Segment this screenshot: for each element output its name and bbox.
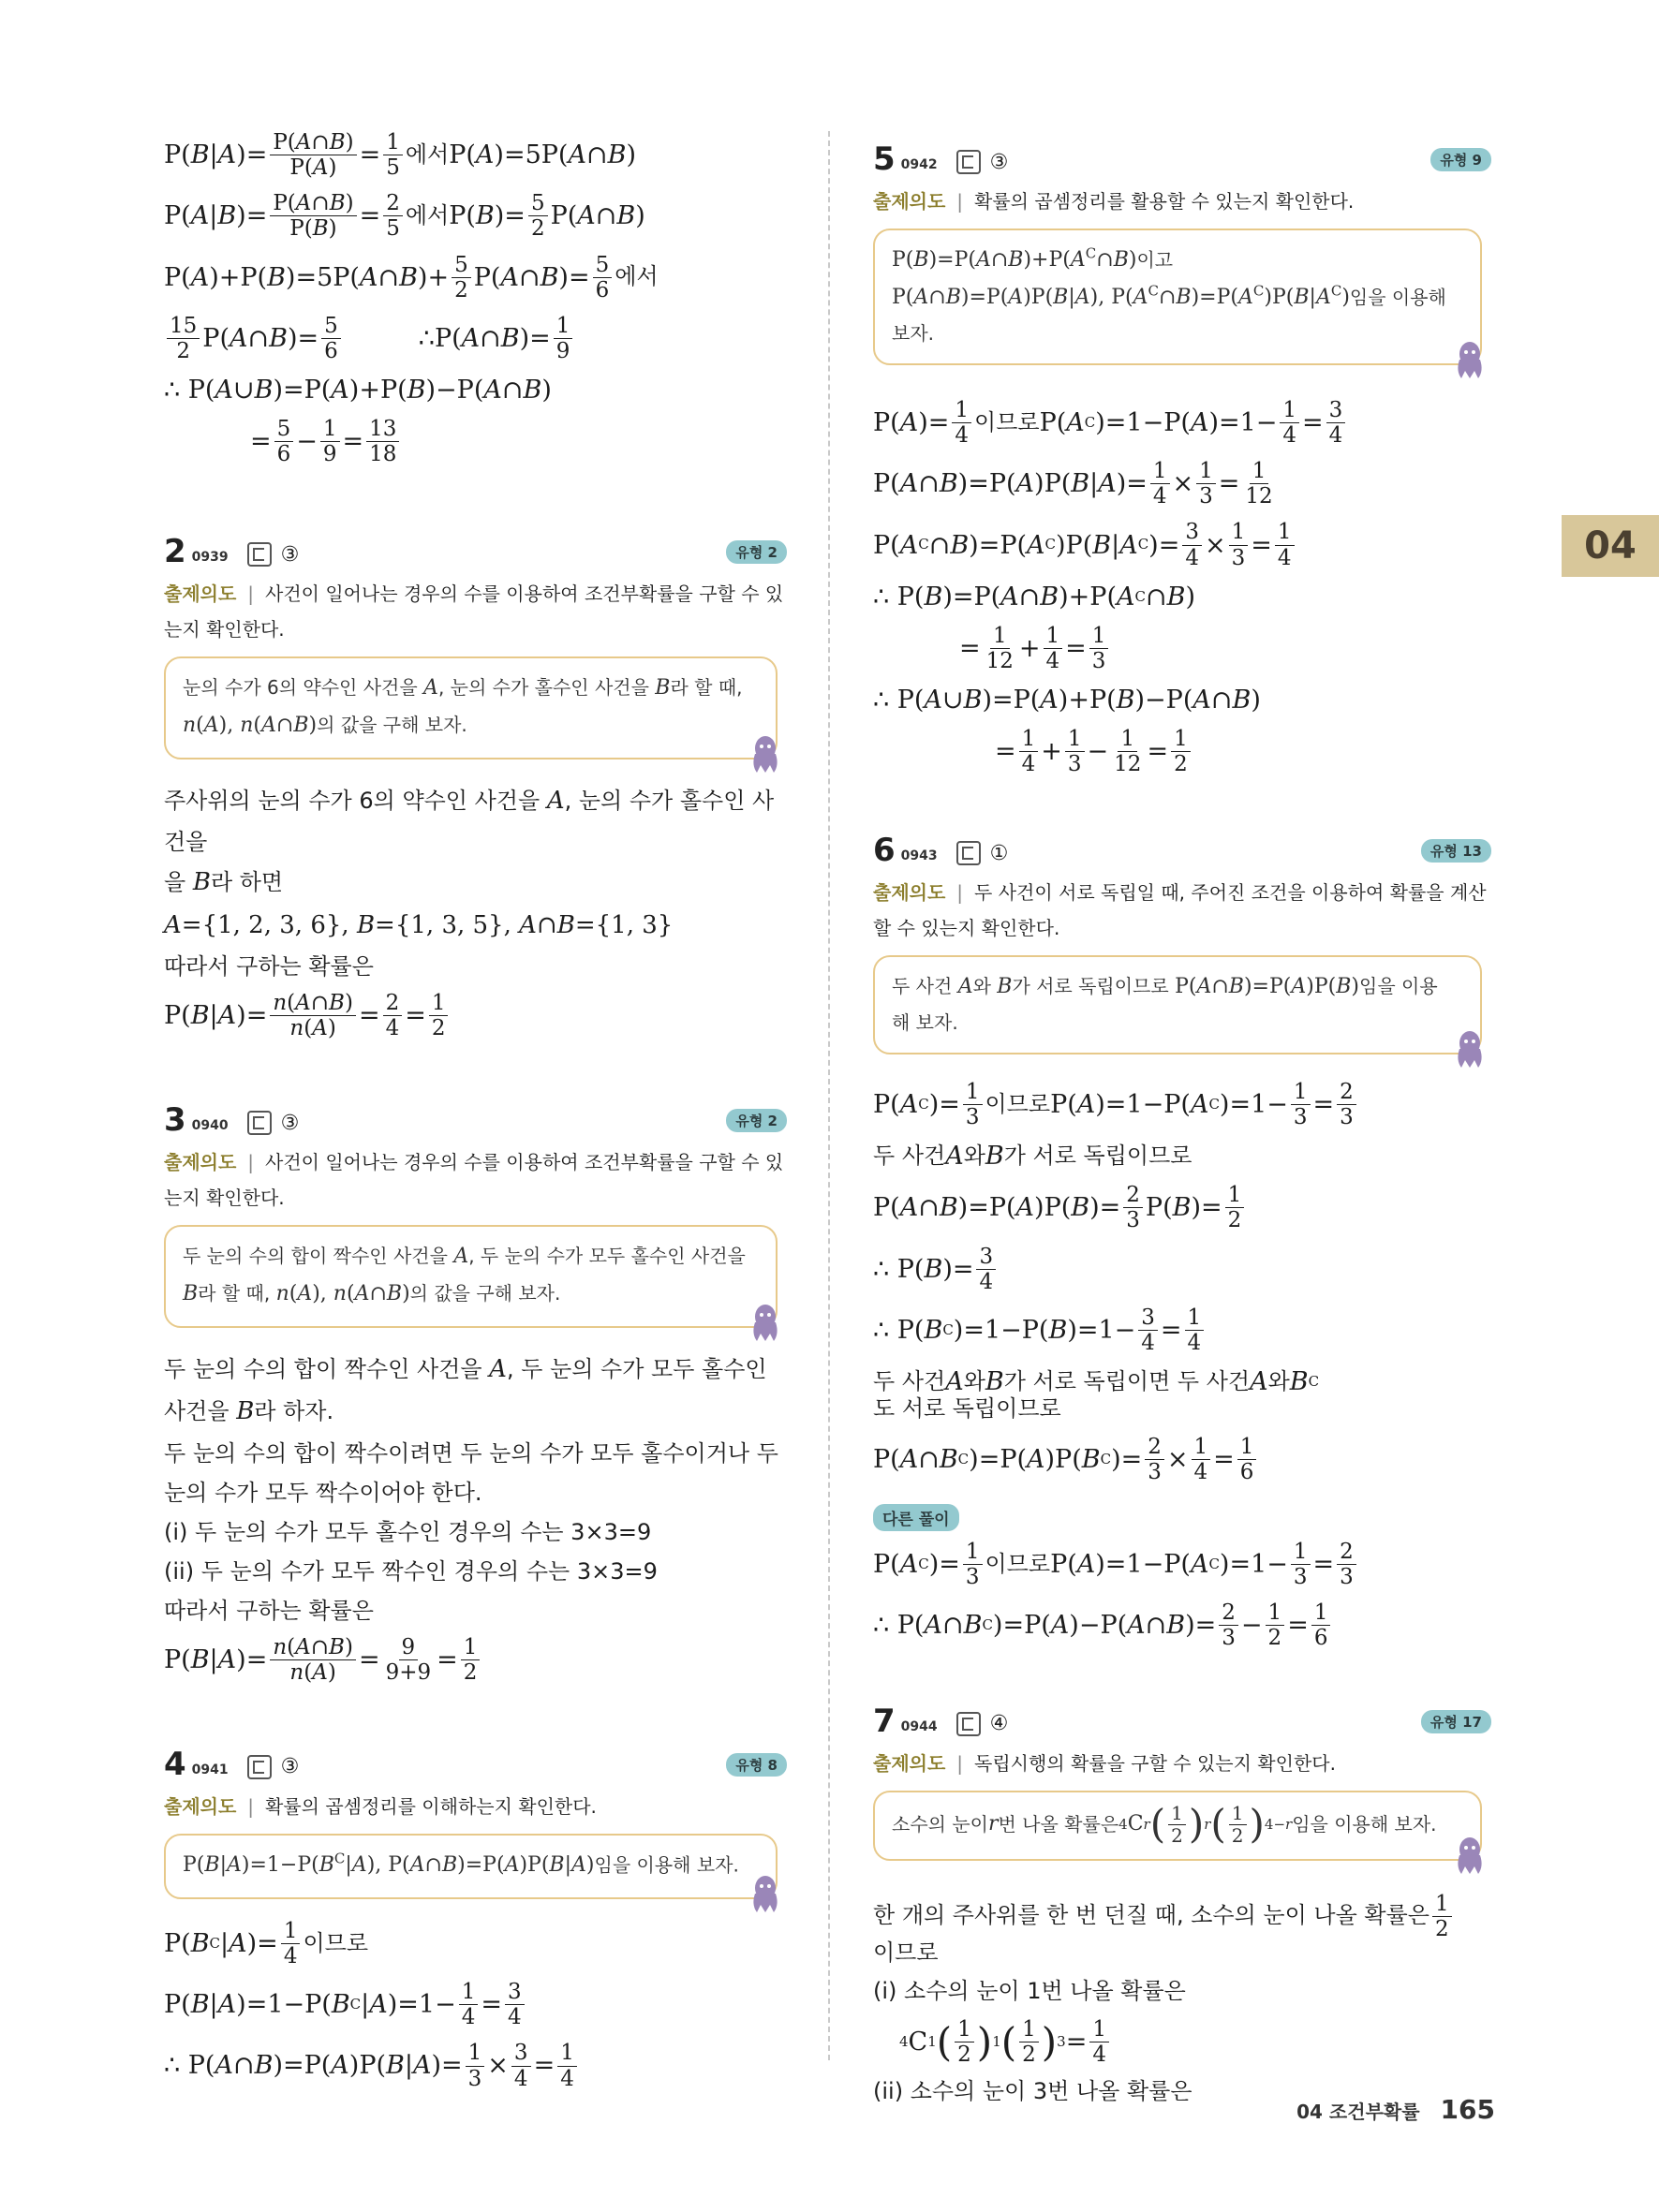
intent-line [164, 1789, 787, 1824]
mascot-icon [749, 1302, 781, 1343]
alt-solution-badge: 다른 풀이 [873, 1504, 959, 1531]
problem-7 [873, 1703, 1491, 2105]
text: 이므로 [985, 1090, 1051, 1117]
problem-number: 3 [164, 1101, 186, 1140]
problem-number: 4 [164, 1745, 186, 1783]
separator: | [956, 1751, 964, 1775]
case-text: (i) 소수의 눈이 1번 나올 확률은 [873, 1978, 1186, 2005]
text: 따라서 구하는 확률은 [164, 953, 374, 981]
hint-text: 의 값을 구해 보자. [317, 714, 467, 737]
text: 와 [963, 1142, 985, 1169]
intent-label: 출제의도 [873, 881, 946, 905]
problem-header [873, 140, 1491, 178]
intent-line [873, 875, 1491, 946]
therefore-symbol: ∴ [418, 323, 435, 353]
equation: ∴ P( A ∩ B )=P( A )P( B | A )= 1 3 × 3 4 = 1 4 [164, 2042, 787, 2089]
intent-text: 독립시행의 확률을 구할 수 있는지 확인한다. [974, 1751, 1336, 1775]
hint-text: 라 할 때, [670, 676, 743, 700]
text: 가 서로 독립이면 두 사건 [1003, 1367, 1251, 1394]
equation: P( B | A )=1−P( B C | A )=1− 1 4 = 3 4 [164, 1981, 787, 2028]
answer-icon [956, 841, 981, 865]
answer-value: ① [989, 841, 1009, 865]
problem-number: 6 [873, 832, 896, 870]
problem-5 [873, 140, 1491, 775]
hint-box: $P(B|A)=1-P(B^C|A)$, P(A∩B)=P(A)P(B|A)임을 이용해 보자. [164, 1834, 778, 1899]
equation: P( A ∩ B C )=P( A )P( B C )= 2 3 × 1 4 = 1 6 [873, 1436, 1491, 1483]
answer-icon [247, 1111, 272, 1135]
equation: P( A | B )= P(A∩B) P(B) = 2 5 에서 P( B )= 5 2 P( A ∩ B ) [164, 191, 645, 242]
problem-number: 2 [164, 533, 186, 571]
column-divider [828, 131, 830, 2060]
hint-text: 와 [972, 975, 998, 998]
separator: | [956, 881, 964, 905]
intent-label: 출제의도 [164, 1794, 237, 1818]
problem-header [164, 1746, 787, 1783]
hint-text: 번 나올 확률은 [998, 1813, 1119, 1836]
problem-4 [164, 1746, 787, 2090]
text: 라 하면 [210, 869, 284, 896]
intent-line [873, 1746, 1491, 1781]
text: 도 서로 독립이므로 [873, 1395, 1061, 1423]
answer-value: ③ [280, 1755, 300, 1779]
intent-label: 출제의도 [164, 582, 237, 606]
page-number: 165 [1440, 2094, 1495, 2125]
hint-text: 임을 이용해 보자. [594, 1853, 739, 1877]
text: 에서 [615, 263, 659, 290]
hint-box: $P(B)=P(A\cap B)+P(A^C\cap B)$이고 P(A∩B)=P(A)P(B|A), $P(A^C\cap B)=P(A^C)P(B|A^C)$임을 이용해 보자. [873, 229, 1482, 365]
equation: P( B C | A )= 1 4 이므로 [164, 1918, 369, 1969]
problem-header [164, 1101, 787, 1139]
equation: 15 2 P( A ∩ B )= 5 6 ∴ P( A ∩ B )= 1 9 [164, 315, 787, 362]
text: 두 눈의 수의 합이 짝수인 사건을 [164, 1355, 490, 1382]
equation: P( A ∩ B )=P( A )P( B | A )= 1 4 × 1 3 = 1 12 [873, 459, 1273, 509]
intent-text: 확률의 곱셈정리를 이해하는지 확인한다. [265, 1794, 597, 1818]
equation: 4 C 1 ( 1 2 ) 1 ( 1 2 ) 3 = 1 4 [873, 2018, 1491, 2066]
hint-text: 두 사건 [892, 975, 958, 998]
text: 따라서 구하는 확률은 [164, 1597, 374, 1624]
separator: | [247, 582, 255, 606]
page-footer [1296, 2094, 1495, 2125]
problem-6 [873, 832, 1491, 1649]
answer-value: ③ [280, 1111, 300, 1135]
intent-line [873, 184, 1491, 219]
mascot-icon [749, 733, 781, 774]
text: 주사위의 눈의 수가 6의 약수인 사건을 [164, 787, 547, 814]
problem-3 [164, 1101, 787, 1683]
right-column [873, 140, 1491, 2171]
text: 두 눈의 수의 합이 짝수이려면 두 눈의 수가 모두 홀수이거나 두 눈의 수가 모두 짝수이어야 한다. [164, 1439, 778, 1506]
equation: P( A C ∩ B )=P( A C )P( B | A C )= 3 4 × 1 3 = 1 4 [873, 521, 1491, 568]
text: , 두 눈의 수가 모두 홀수인 사건을 [164, 1355, 767, 1425]
text: 이므로 [974, 408, 1040, 435]
problem-code: 0939 [191, 550, 229, 566]
separator: | [247, 1151, 255, 1174]
equation: 두 사건 A 와 B 가 서로 독립이면 두 사건 A 와 B C 도 서로 독립이므로 [873, 1367, 1320, 1423]
mascot-icon [1454, 1028, 1486, 1069]
footer-chapter: 04 조건부확률 [1296, 2101, 1420, 2123]
answer-value: ③ [989, 150, 1009, 174]
type-badge[interactable]: 유형 8 [726, 1753, 787, 1777]
intent-label: 출제의도 [164, 1151, 237, 1174]
equation: ∴ P( A ∪ B )=P( A )+P( B )−P( A ∩ B ) [873, 686, 1261, 715]
separator: | [247, 1794, 255, 1818]
hint-text: 가 서로 독립이므로 [1012, 975, 1176, 998]
intent-line [164, 1144, 787, 1216]
intent-text: 사건이 일어나는 경우의 수를 이용하여 조건부확률을 구할 수 있는지 확인한다. [164, 582, 784, 641]
answer-value: ③ [280, 542, 300, 567]
text: 이므로 [985, 1550, 1051, 1577]
mascot-icon [1454, 1835, 1486, 1876]
mascot-icon [749, 1873, 781, 1914]
problem-code: 0940 [191, 1118, 229, 1134]
solution-text: 주사위의 눈의 수가 6의 약수인 사건을 A, 눈의 수가 홀수인 사건을 을 B라 하면 A={1, 2, 3, 6}, B={1, 3, 5}, A∩B={1, 3} 따라서 구하는 확률은 [164, 786, 775, 981]
hint-box: 소수의 눈이 r 번 나올 확률은 4 C r ( 1 2 ) r ( 1 2 ) 4−r 임을 이용해 보자. [873, 1791, 1482, 1861]
equation: = 5 6 − 1 9 = 13 18 [164, 418, 787, 465]
equation: 한 개의 주사위를 한 번 던질 때, 소수의 눈이 나올 확률은 1 2 이므로 [873, 1893, 1491, 1967]
case-text: (ii) 두 눈의 수가 모두 짝수인 경우의 수는 3×3=9 [164, 1557, 658, 1585]
problem-code: 0943 [900, 848, 938, 864]
case-text: (i) 두 눈의 수가 모두 홀수인 경우의 수는 3×3=9 [164, 1518, 652, 1545]
hint-text: 소수의 눈이 [892, 1813, 988, 1836]
problem-1-continuation [164, 131, 787, 465]
text: 와 [1267, 1367, 1290, 1394]
equation: P( B | A )= n(A∩B) n(A) = 2 4 = 1 2 [164, 992, 787, 1040]
case-text: (ii) 소수의 눈이 3번 나올 확률은 [873, 2078, 1192, 2105]
problem-2 [164, 533, 787, 1040]
type-badge[interactable]: 유형 2 [726, 540, 787, 564]
problem-header [873, 832, 1491, 869]
intent-text: 두 사건이 서로 독립일 때, 주어진 조건을 이용하여 확률을 계산할 수 있는지 확인한다. [873, 881, 1487, 940]
left-column [164, 131, 787, 2156]
text: , 눈의 수가 홀수인 사건을 [164, 787, 775, 856]
hint-box: 눈의 수가 6의 약수인 사건을 A, 눈의 수가 홀수인 사건을 B라 할 때, n(A), n(A∩B)의 값을 구해 보자. [164, 656, 778, 759]
text: 에서 [405, 202, 450, 229]
text: 두 사건 [873, 1367, 946, 1394]
equation: 두 사건 A 와 B 가 서로 독립이므로 [873, 1142, 1192, 1172]
equation: = 1 12 + 1 4 = 1 3 [873, 625, 1491, 672]
equation: P( A C )= 1 3 이므로 P( A )=1−P( A C )=1− 1 3 = 2 3 [873, 1081, 1491, 1128]
problem-code: 0944 [900, 1718, 938, 1734]
problem-number: 7 [873, 1702, 896, 1740]
answer-value: ④ [989, 1712, 1009, 1736]
problem-header [164, 533, 787, 570]
answer-icon [247, 1755, 272, 1779]
solution-text: 두 눈의 수의 합이 짝수인 사건을 A, 두 눈의 수가 모두 홀수인 사건을 B라 하자. 두 눈의 수의 합이 짝수이려면 두 눈의 수가 모두 홀수이거나 두 눈의 수가 모두 짝수이어야 한다. (i) 두 눈의 수가 모두 홀수인 경우의 수는 3×3=9 (ii) 두 눈의 수가 모두 짝수인 경우의 수는 3×3=9 따라서 구하는 확률은 [164, 1354, 778, 1624]
intent-text: 사건이 일어나는 경우의 수를 이용하여 조건부확률을 구할 수 있는지 확인한다. [164, 1151, 784, 1210]
equation: P( B | A )= n(A∩B) n(A) = 9 9+9 = 1 2 [164, 1636, 787, 1684]
equation: P( A ∩ B )=P( A )P( B )= 2 3 P( B )= 1 2 [873, 1184, 1491, 1231]
equation: P( B | A )= P(A∩B) P(A) = 1 5 에서 P( A )=5P( A ∩ B ) [164, 130, 636, 181]
text: 라 하자. [254, 1398, 334, 1425]
answer-icon [247, 542, 272, 567]
intent-text: 확률의 곱셈정리를 활용할 수 있는지 확인한다. [974, 190, 1355, 213]
text: 이므로 [303, 1929, 369, 1956]
hint-text: 임을 이용해 보자. [892, 975, 1438, 1034]
hint-box: 두 사건 A와 B가 서로 독립이므로 P(A∩B)=P(A)P(B)임을 이용해 보자. [873, 955, 1482, 1054]
problem-header [873, 1703, 1491, 1740]
intent-line [164, 576, 787, 647]
hint-text: 라 할 때, [198, 1282, 276, 1305]
text: 한 개의 주사위를 한 번 던질 때, 소수의 눈이 나올 확률은 [873, 1902, 1429, 1929]
answer-icon [956, 1712, 981, 1736]
equation: ∴ P( B )= 3 4 [873, 1246, 1491, 1293]
equation: ∴ P( B C )=1−P( B )=1− 3 4 = 1 4 [873, 1306, 1491, 1354]
hint-text: 눈의 수가 6의 약수인 사건을 [183, 676, 424, 700]
intent-label: 출제의도 [873, 190, 946, 213]
problem-code: 0942 [900, 157, 938, 172]
hint-text: 이고 [1136, 248, 1174, 272]
equation: P( A )+P( B )=5P( A ∩ B )+ 5 2 P( A ∩ B )= 5 6 에서 [164, 252, 659, 302]
equation: = 1 4 + 1 3 − 1 12 = 1 2 [873, 728, 1491, 775]
text: 이므로 [873, 1939, 939, 1966]
hint-text: , 눈의 수가 홀수인 사건을 [437, 676, 656, 700]
chapter-tab-label: 04 [1584, 524, 1637, 568]
text: 에서 [405, 140, 450, 168]
hint-text: 의 값을 구해 보자. [409, 1282, 561, 1305]
text: 가 서로 독립이므로 [1003, 1142, 1192, 1169]
hint-text: 두 눈의 수의 합이 짝수인 사건을 [183, 1245, 454, 1268]
answer-icon [956, 150, 981, 174]
problem-number: 5 [873, 140, 896, 178]
text: 두 사건 [873, 1142, 946, 1169]
problem-code: 0941 [191, 1762, 229, 1777]
equation [873, 1979, 1491, 2005]
hint-text: 임을 이용해 보자. [892, 286, 1446, 345]
hint-text: , 두 눈의 수가 모두 홀수인 사건을 [468, 1245, 746, 1268]
hint-text: 임을 이용해 보자. [1292, 1813, 1437, 1836]
mascot-icon [1454, 339, 1486, 380]
separator: | [956, 190, 964, 213]
type-badge[interactable]: 유형 9 [1430, 148, 1491, 171]
intent-label: 출제의도 [873, 1751, 946, 1775]
equation: ∴ P( B )=P( A ∩ B )+P( A C ∩ B ) [873, 582, 1195, 612]
type-badge[interactable]: 유형 13 [1421, 839, 1491, 863]
hint-box: 두 눈의 수의 합이 짝수인 사건을 A, 두 눈의 수가 모두 홀수인 사건을 B라 할 때, n(A), n(A∩B)의 값을 구해 보자. [164, 1225, 778, 1327]
equation: ∴ P( A ∩ B C )=P( A )−P( A ∩ B )= 2 3 − 1 2 = 1 6 [873, 1601, 1491, 1649]
text: 와 [963, 1367, 985, 1394]
equation: P( A )= 1 4 이므로 P( A C )=1−P( A )=1− 1 4 = 3 4 [873, 399, 1491, 447]
type-badge[interactable]: 유형 2 [726, 1109, 787, 1132]
type-badge[interactable]: 유형 17 [1421, 1710, 1491, 1733]
equation: P( A C )= 1 3 이므로 P( A )=1−P( A C )=1− 1 3 = 2 3 [873, 1541, 1491, 1588]
equation: ∴ P( A ∪ B )=P( A )+P( B )−P( A ∩ B ) [164, 376, 552, 406]
chapter-tab[interactable] [1562, 515, 1659, 577]
